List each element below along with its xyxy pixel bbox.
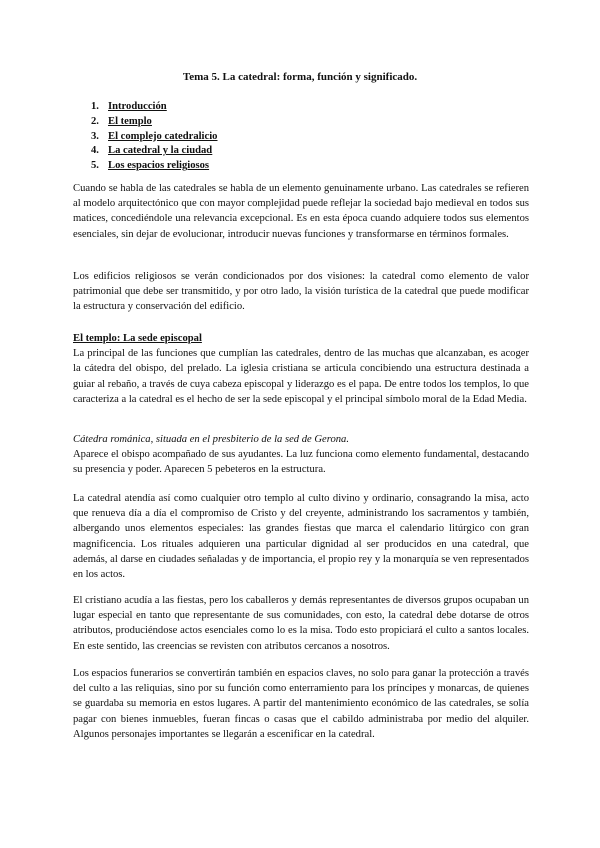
toc-number: 4. [91,145,99,157]
toc-number: 1. [91,101,99,112]
toc-item[interactable] [91,114,217,129]
toc-label: Introducción [108,101,167,112]
toc-item[interactable] [91,129,217,144]
temple-section [73,331,529,407]
caption-paragraph: Aparece el obispo acompañado de sus ayudantes. La luz funciona como elemento fundamental, destacando su presencia y poder. Aparecen 5 pebeteros en la estructura. [73,449,529,476]
worship-section [73,491,529,582]
funerary-section [73,666,529,742]
intro-paragraph-2: Los edificios religiosos se verán condicionados por dos visiones: la catedral como elemento de valor patrimonial que debe ser transmitido, y por otro lado, la visión turística de la catedral que puede modificar la estructura y conservación del edificio. [73,271,529,313]
toc-item[interactable] [91,99,217,114]
temple-paragraph: La principal de las funciones que cumplían las catedrales, dentro de las muchas que alcanzaban, es acoger la cátedra del obispo, del prelado. La iglesia cristiana se articula concibiendo una estructura destinada a guiar al rebaño, a través de cuya cabeza episcopal y liderazgo es el papa. De entre todos los templos, lo que caracteriza a la catedral es el hecho de ser la sede episcopal y el principal símbolo moral de la Edad Media. [73,348,529,405]
intro-section-2 [73,269,529,315]
toc-label: Los espacios religiosos [108,160,210,172]
toc-item[interactable] [91,143,217,158]
worship-paragraph: La catedral atendía así como cualquier otro templo al culto divino y ordinario, consagrando la misa, acto que renueva día a día el compromiso de Cristo y del creyente, administrando los sacramentos y también, albergando unos elementos especiales: las grandes fiestas que marca el calendario litúrgico con gran magnificencia. Los rituales adquieren una particular dignidad al ser producidos en una catedral, que además, al darse en ciudades señaladas y de importancia, el propio rey y la monarquía se ven representados en los actos. [73,493,529,581]
toc-number: 3. [91,130,99,142]
toc-number: 5. [91,160,99,172]
festivities-paragraph: El cristiano acudía a las fiestas, pero los caballeros y demás representantes de diversos grupos ocupaban un lugar especial en tanto que representante de sus comunidades, con esto, la catedral debe dotarse de otros atributos, produciéndose actos esenciales como lo es la misa. Todo esto propiciará el culto a santos locales. En este sentido, las creencias se revisten con atributos cercanos a nosotros. [73,595,529,652]
toc-label: El complejo catedralicio [108,130,218,142]
figure-caption: Cátedra románica, situada en el presbiterio de la sed de Gerona. [73,434,349,445]
toc-item[interactable] [91,158,217,173]
intro-section [73,181,529,242]
table-of-contents [91,99,217,173]
toc-label: El templo [108,115,152,127]
intro-paragraph-1: Cuando se habla de las catedrales se habla de un elemento genuinamente urbano. Las catedrales se refieren al modelo arquitectónico que con mayor complejidad puede reflejar la sociedad bajo medieval en todos sus matices, concediéndole una relevancia excepcional. Es en esta época cuando adquiere todos sus elementos esenciales, sin dejar de evolucionar, introducir nuevas funciones y transformarse en términos formales. [73,183,529,240]
document-title: Tema 5. La catedral: forma, función y significado. [182,71,418,83]
festivities-section [73,593,529,654]
funerary-paragraph: Los espacios funerarios se convertirán también en espacios claves, no solo para ganar la protección a través del culto a las reliquias, sino por su función como enterramiento para los príncipes y monarcas, de quienes se guardaba su memoria en estos lugares. A partir del mantenimiento económico de las catedrales, se solía pagar con bienes inmuebles, fueran fincas o casas que el cabildo administraba por medio del alquiler. Algunos personajes importantes se llegarán a escenificar en la catedral. [73,668,529,740]
section-heading: El templo: La sede episcopal [73,333,202,344]
caption-section [73,432,529,478]
toc-number: 2. [91,115,99,127]
toc-label: La catedral y la ciudad [108,145,213,157]
